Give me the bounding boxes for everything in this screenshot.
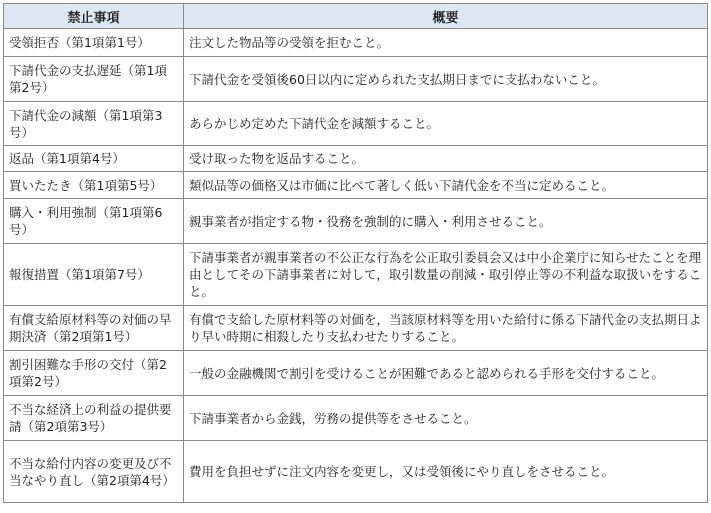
prohibited-item-cell: 返品（第1項第4号） xyxy=(4,146,184,172)
prohibited-item-cell: 購入・利用強制（第1項第6号） xyxy=(4,199,184,244)
prohibited-item-cell: 不当な給付内容の変更及び不当なやり直し（第2項第4号） xyxy=(4,441,184,503)
table-row xyxy=(4,57,708,102)
summary-cell: 下請事業者が親事業者の不公正な行為を公正取引委員会又は中小企業庁に知らせたことを理由としてその下請事業者に対して，取引数量の削減・取引停止等の不利益な取扱いをすること。 xyxy=(184,244,708,306)
table-row xyxy=(4,102,708,146)
table-header-row xyxy=(4,4,708,29)
column-header-item: 禁止事項 xyxy=(4,4,184,29)
table-row xyxy=(4,29,708,57)
summary-cell: 類似品等の価格又は市価に比べて著しく低い下請代金を不当に定めること。 xyxy=(184,172,708,199)
table-row xyxy=(4,306,708,351)
prohibited-item-cell: 下請代金の減額（第1項第3号） xyxy=(4,102,184,146)
table-row xyxy=(4,441,708,503)
prohibited-item-cell: 有償支給原材料等の対価の早期決済（第2項第1号） xyxy=(4,306,184,351)
prohibited-item-cell: 受領拒否（第1項第1号） xyxy=(4,29,184,57)
summary-cell: 下請事業者から金銭，労務の提供等をさせること。 xyxy=(184,396,708,441)
table-row xyxy=(4,199,708,244)
summary-cell: 下請代金を受領後60日以内に定められた支払期日までに支払わないこと。 xyxy=(184,57,708,102)
summary-cell: 有償で支給した原材料等の対価を，当該原材料等を用いた給付に係る下請代金の支払期日より早い時期に相殺したり支払わせたりすること。 xyxy=(184,306,708,351)
table-row xyxy=(4,172,708,199)
prohibited-acts-table xyxy=(3,3,708,503)
column-header-summary: 概要 xyxy=(184,4,708,29)
summary-cell: あらかじめ定めた下請代金を減額すること。 xyxy=(184,102,708,146)
prohibited-item-cell: 不当な経済上の利益の提供要請（第2項第3号） xyxy=(4,396,184,441)
table-row xyxy=(4,396,708,441)
summary-cell: 一般の金融機関で割引を受けることが困難であると認められる手形を交付すること。 xyxy=(184,351,708,396)
table-row xyxy=(4,146,708,172)
summary-cell: 受け取った物を返品すること。 xyxy=(184,146,708,172)
table-row xyxy=(4,244,708,306)
table-row xyxy=(4,351,708,396)
summary-cell: 費用を負担せずに注文内容を変更し，又は受領後にやり直しをさせること。 xyxy=(184,441,708,503)
prohibited-acts-table-container xyxy=(3,3,707,503)
prohibited-item-cell: 割引困難な手形の交付（第2項第2号） xyxy=(4,351,184,396)
prohibited-item-cell: 報復措置（第1項第7号） xyxy=(4,244,184,306)
prohibited-item-cell: 下請代金の支払遅延（第1項第2号） xyxy=(4,57,184,102)
summary-cell: 親事業者が指定する物・役務を強制的に購入・利用させること。 xyxy=(184,199,708,244)
summary-cell: 注文した物品等の受領を拒むこと。 xyxy=(184,29,708,57)
prohibited-item-cell: 買いたたき（第1項第5号） xyxy=(4,172,184,199)
